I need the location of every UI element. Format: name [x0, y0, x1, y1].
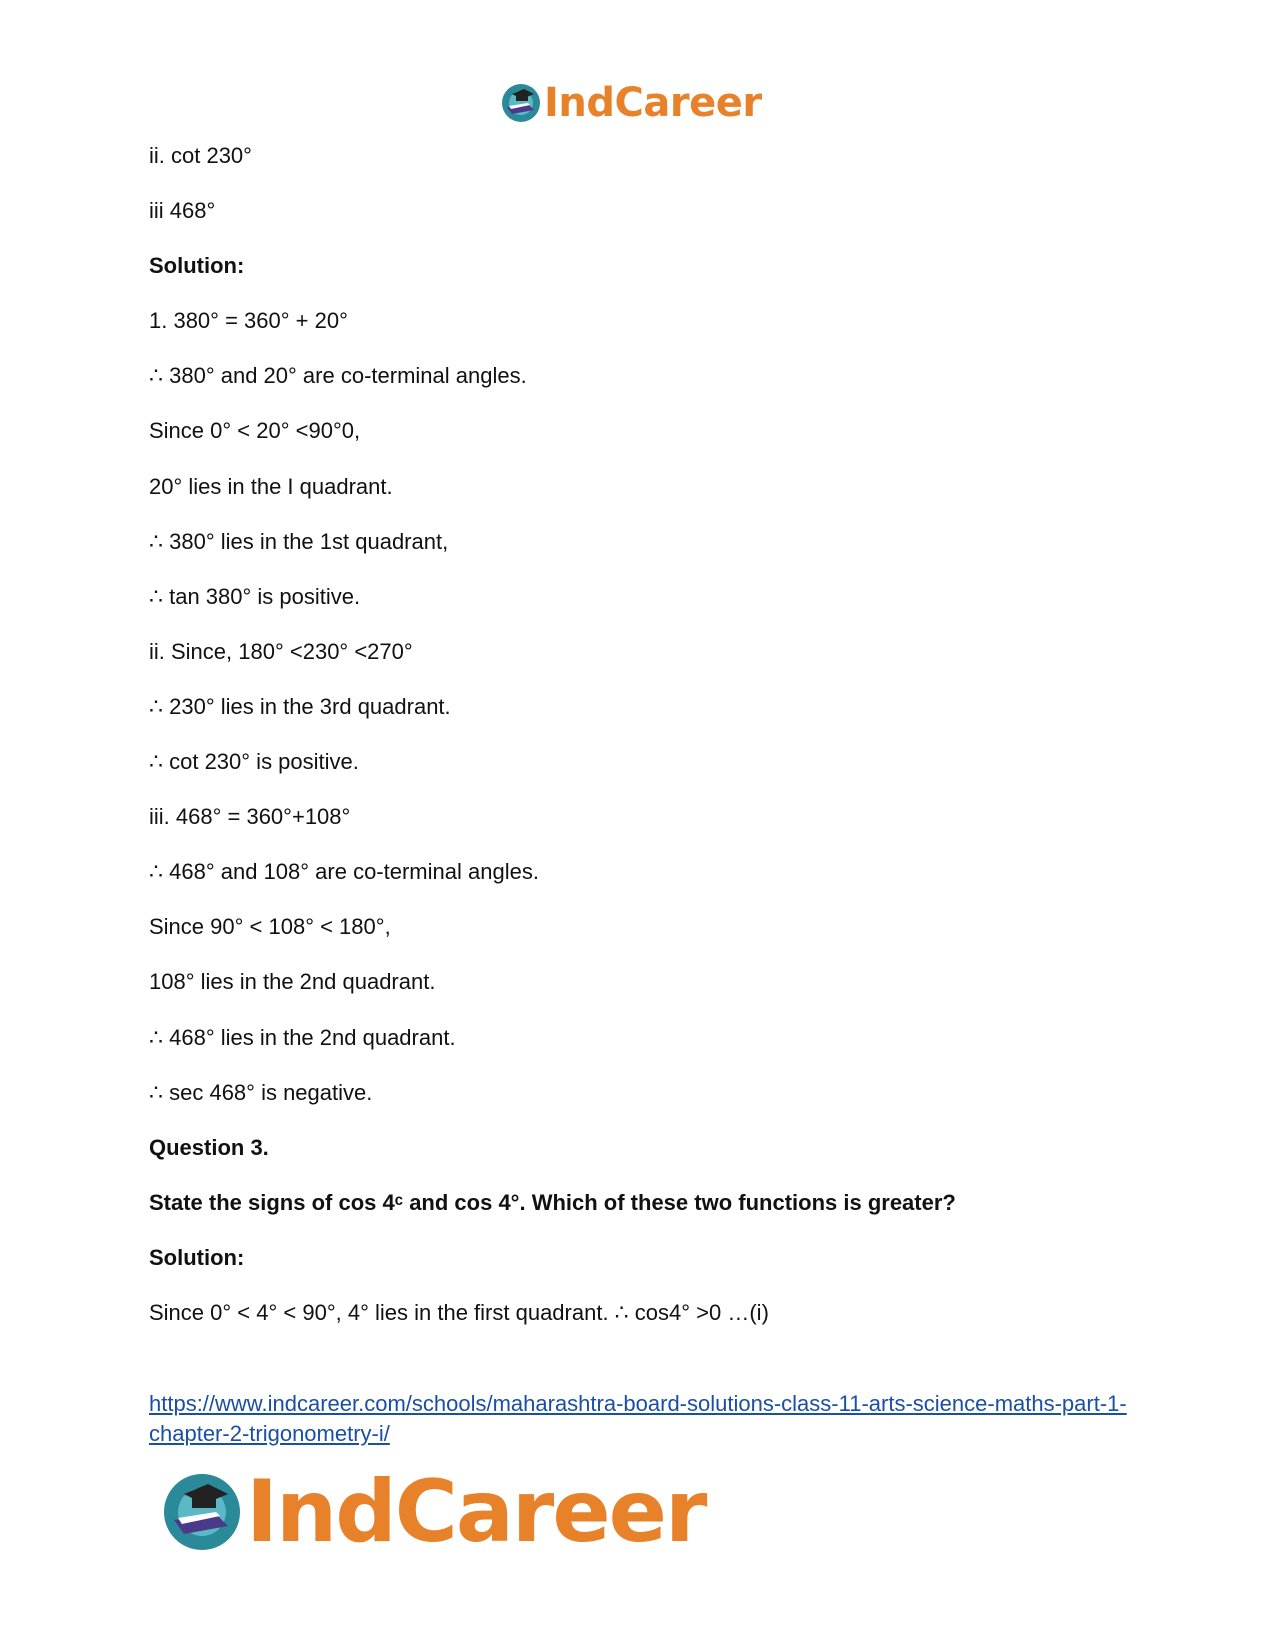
text-line: ii. cot 230°: [149, 143, 252, 168]
text-line: ∴ 380° lies in the 1st quadrant,: [149, 528, 449, 554]
text-line: iii 468°: [149, 198, 216, 224]
graduation-cap-book-icon: [500, 82, 542, 124]
logo-wordmark: IndCareer: [544, 80, 762, 126]
heading-line: State the signs of cos 4ᶜ and cos 4°. Which of these two functions is greater?: [149, 1189, 956, 1215]
document-body: [149, 140, 1129, 1352]
text-line: 108° lies in the 2nd quadrant.: [149, 969, 436, 995]
text-line: ∴ tan 380° is positive.: [149, 583, 361, 609]
text-line: ∴ cot 230° is positive.: [149, 749, 359, 775]
source-link[interactable]: https://www.indcareer.com/schools/maharashtra-board-solutions-class-11-arts-science-maths-part-1-chapter-2-trigonometry-i/: [149, 1391, 1127, 1446]
heading-line: Question 3.: [149, 1134, 269, 1160]
text-line: ∴ 230° lies in the 3rd quadrant.: [149, 693, 451, 719]
text-line: Since 90° < 108° < 180°,: [149, 914, 391, 940]
text-line: 20° lies in the I quadrant.: [149, 473, 393, 499]
header-logo: [500, 80, 762, 126]
footer-logo: [160, 1462, 705, 1562]
text-line: ∴ sec 468° is negative.: [149, 1079, 373, 1105]
text-line: 1. 380° = 360° + 20°: [149, 308, 348, 334]
text-line: iii. 468° = 360°+108°: [149, 804, 351, 830]
text-line: Since 0° < 4° < 90°, 4° lies in the first quadrant. ∴ cos4° >0 …(i): [149, 1299, 769, 1325]
text-line: ∴ 468° and 108° are co-terminal angles.: [149, 859, 539, 885]
text-line: ∴ 380° and 20° are co-terminal angles.: [149, 363, 527, 389]
logo-wordmark: IndCareer: [246, 1462, 706, 1562]
graduation-cap-book-icon: [160, 1470, 244, 1554]
heading-line: Solution:: [149, 253, 245, 279]
text-line: Since 0° < 20° <90°0,: [149, 418, 361, 444]
heading-line: Solution:: [149, 1244, 245, 1270]
text-line: ii. Since, 180° <230° <270°: [149, 638, 413, 664]
text-line: ∴ 468° lies in the 2nd quadrant.: [149, 1024, 456, 1050]
